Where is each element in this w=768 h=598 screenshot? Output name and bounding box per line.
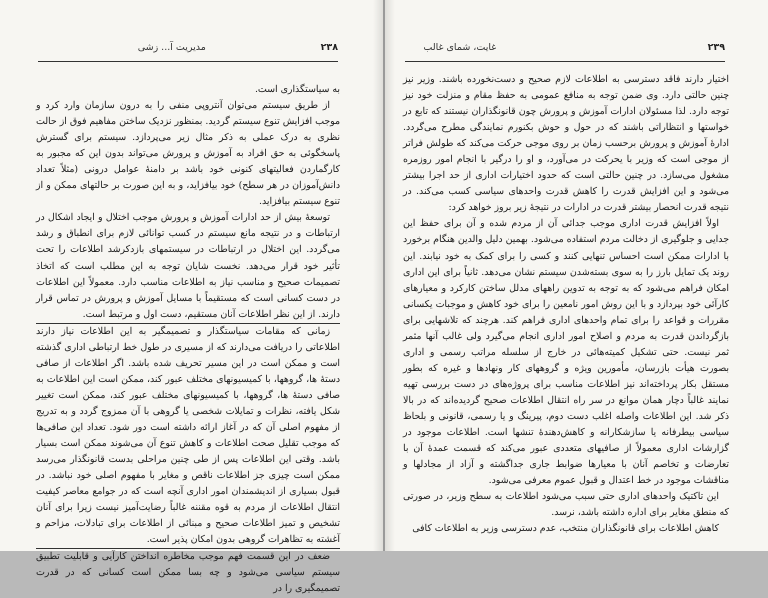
gutter-shadow [385, 0, 395, 551]
left-page-header [118, 42, 338, 56]
right-page-header [405, 42, 725, 56]
running-title: غایت، شمای غالب [423, 42, 497, 53]
paragraph: از طریق سیستم می‌توان آنتروپی منفی را به درون سازمان وارد کرد و موجب افزایش تنوع سیستم گردید. بمنظور نزدیک ساختن مفاهیم فوق از حالت نظری به درک عملی به ذکر مثال زیر می‌پردازد. سیستم برای گسترش پاسخگوئی به حق افراد به آموزش و پرورش می‌تواند بدون این که مجبور به کارگماردن فعالیتهای کنونی خود باشد بر دامنهٔ عوامل درونی (مثلاً تعداد دانش‌آموزان در هر سطح) خود بیافزاید، و به این صورت بر حالتهای ممکن و از تنوع سیستم بیافزاید. [36, 100, 340, 208]
left-page [0, 0, 383, 595]
paragraph: کاهش اطلاعات برای قانونگذاران منتخب، عدم دسترسی وزیر به اطلاعات کافی [412, 523, 719, 535]
right-page [385, 0, 768, 551]
header-rule [38, 61, 338, 62]
paragraph: توسعهٔ بیش از حد ادارات آموزش و پرورش موجب اختلال و ایجاد اشکال در ارتباطات و در نتیجه مانع سیستم در کسب توانائی لازم برای انطباق و رشد می‌گردد. این اختلال در ارتباطات در سیستمهای بازدکرشد اطلاعات را تحت تأثیر خود قرار می‌دهد. نخست شایان توجه به این مطلب است که اتخاذ تصمیمات صحیح و مناسب نیاز به اطلاعات مناسب دارد. معمولاً این اطلاعات در دست کسانی است که مستقیماً با مسایل آموزش و پرورش در تماس قرار دارند. از این نظر اطلاعات آنان مستقیم، دست اول و مرتبط است. [36, 212, 340, 320]
header-rule [405, 61, 725, 62]
paragraph: زمانی که مقامات سیاستگذار و تصمیمگیر به این اطلاعات نیاز دارند اطلاعاتی را دریافت می‌دارند که از مسیری در طول خط ارتباطی اداری گذشته است و ممکن است در این مسیر تحریف شده باشد. اگر اطلاعات از صافی دستهٔ ها، گروهها، با کمیسیونهای مختلف عبور کند، ممکن است این اطلاعات به صافی دستهٔ ها، گروهها، با کمیسیونهای مختلف عبور کند، ممکن است تغییر شکل یافته، نظرات و تمایلات شخصی یا گروهی با آن ممزوج گردد و به تدریج از مفهوم اصلی آن که در آغاز ارائه داشته است دور شود. تعداد این صافی‌ها که موجب تقلیل صحت اطلاعات و کاهش تنوع آن می‌شوند ممکن است بسیار باشد. وقتی این اطلاعات پس از طی چنین مراحلی بدست قانونگذار می‌رسد ممکن است چیزی جز اطلاعات ناقص و مغایر با مفهوم اصلی خود نباشد. در قبول بسیاری از اندیشمندان امور اداری آنچه است که در جوامع معاصر کیفیت انتقال اطلاعات از مردم به قوه مقننه غالباً رضایت‌آمیز نیست زیرا برای آنان تشخیص و تمیز اطلاعات صحیح و مبنائی از اطلاعات برای تبادلات، مزاحم و آغشته به تظاهرات گروهی بدون امکان پذیر است. [36, 323, 340, 550]
left-page-body [36, 82, 340, 598]
paragraph: این تاکتیک واحدهای اداری حتی سبب می‌شود اطلاعات به سطح وزیر، در صورتی که منطق مغایر برای اداره داشته باشد، نرسد. [403, 491, 729, 519]
paragraph: به سیاستگذاری است. [254, 84, 340, 95]
paragraph: اختیار دارند فاقد دسترسی به اطلاعات لازم صحیح و دست‌نخورده باشند. وزیر نیز چنین حالتی دارد. وی ضمن توجه به منافع عمومی به حفظ مقام و منزلت خود نیز توجه دارد. لذا مسئولان ادارات آموزش و پرورش چون قانونگذاران نیستند که تابع در خواستها و انتظاراتی باشند که در حول و حوش بکنورم نمایندگی مطرح می‌گردد. ادارهٔ آموزش و پرورش برحسب زمان بر روی موجی حرکت می‌کند که طولش فراتر از موجی است که وزیر با یحرکت در می‌آورد، و او را درگیر با انجام امور روزمره مشغول می‌سازد. در چنین حالتی است که حدود اختیارات اداری از حد اجرا بیشتر می‌شود و این افزایش قدرت را کاهش قدرت واحدهای سیاسی کسب می‌کند. در نتیجه قدرت انحصار بیشتر قدرت در ادارات در نتیجهٔ زیر بروز خواهد کرد: [403, 74, 729, 214]
right-page-body [403, 72, 729, 537]
page-number: ۲۳۹ [707, 42, 725, 53]
paragraph: ضعف در این قسمت فهم موجب مخاطره انداختن کارآیی و قابلیت تطبیق سیستم سیاسی می‌شود و چه بسا ممکن است کسانی که در قدرت تصمیمگیری را در [36, 551, 340, 595]
paragraph: اولاً افزایش قدرت اداری موجب جدائی آن از مردم شده و آن برای حفظ این جدایی و جلوگیری از دخالت مردم استفاده می‌شود. بهمین دلیل والدین هنگام برخورد با ادارات ممکن است احساس تنهایی کنند و کسی را برای کمک به خود نیابند. این روند یک تمایل بارز را به سوی بسته‌شدن سیستم نشان می‌دهد. ثانیاً برای این اداری امکان فراهم می‌شود که به توجه به تدوین راههای مدلل ساختن کارکرد و معیارهای کارآئی خود بپردازد و با این روش امور نامعین را برای خود کاهش و موجبات یکسانی مقررات و قواعد را برای تمام واحدهای اداری فراهم کند. هرچند که تلاشهایی برای بازگرداندن قدرت به مردم و اصلاح امور اداری انجام می‌گیرد ولی غالب آنها مثمر ثمر نیست. حتی تشکیل کمیته‌هائی در خارج از سلسله مراتب رسمی و اداری بصورت هیأت بازرسان، مأمورین ویژه و گروههای کار ونهادها و غیره که بطور مستقل بکار پرداخته‌اند نیز اطلاعات مناسب برای پروژه‌های در دست بررسی تهیه نمایند غالباً دچار همان موانع در سر راه انتقال اطلاعات صحیح گردیده‌اند که در بالا ذکر شد. این اطلاعات واصله اغلب دست دوم، پیرینگ و یا رسمی، قانونی و بلحاظ سیاسی بیطرفانه یا سازشکارانه و کاهش‌دهندهٔ تنشها است. اطلاعات موجود در گزارشات اداری معمولاً از صافیهای متعددی عبور می‌کند که قسمت عمدهٔ آن با تعارضات و تخاصم آنان با معیارها ضوابط جاری جداگشته و آزاد از مجادلها و مناقشات موجود در خط اعتدال و قبول عموم معرفی می‌شود. [403, 218, 729, 487]
running-title: مدیریت آ... زشی [137, 42, 206, 53]
gutter-shadow [373, 0, 383, 551]
page-number: ۲۳۸ [320, 42, 338, 53]
